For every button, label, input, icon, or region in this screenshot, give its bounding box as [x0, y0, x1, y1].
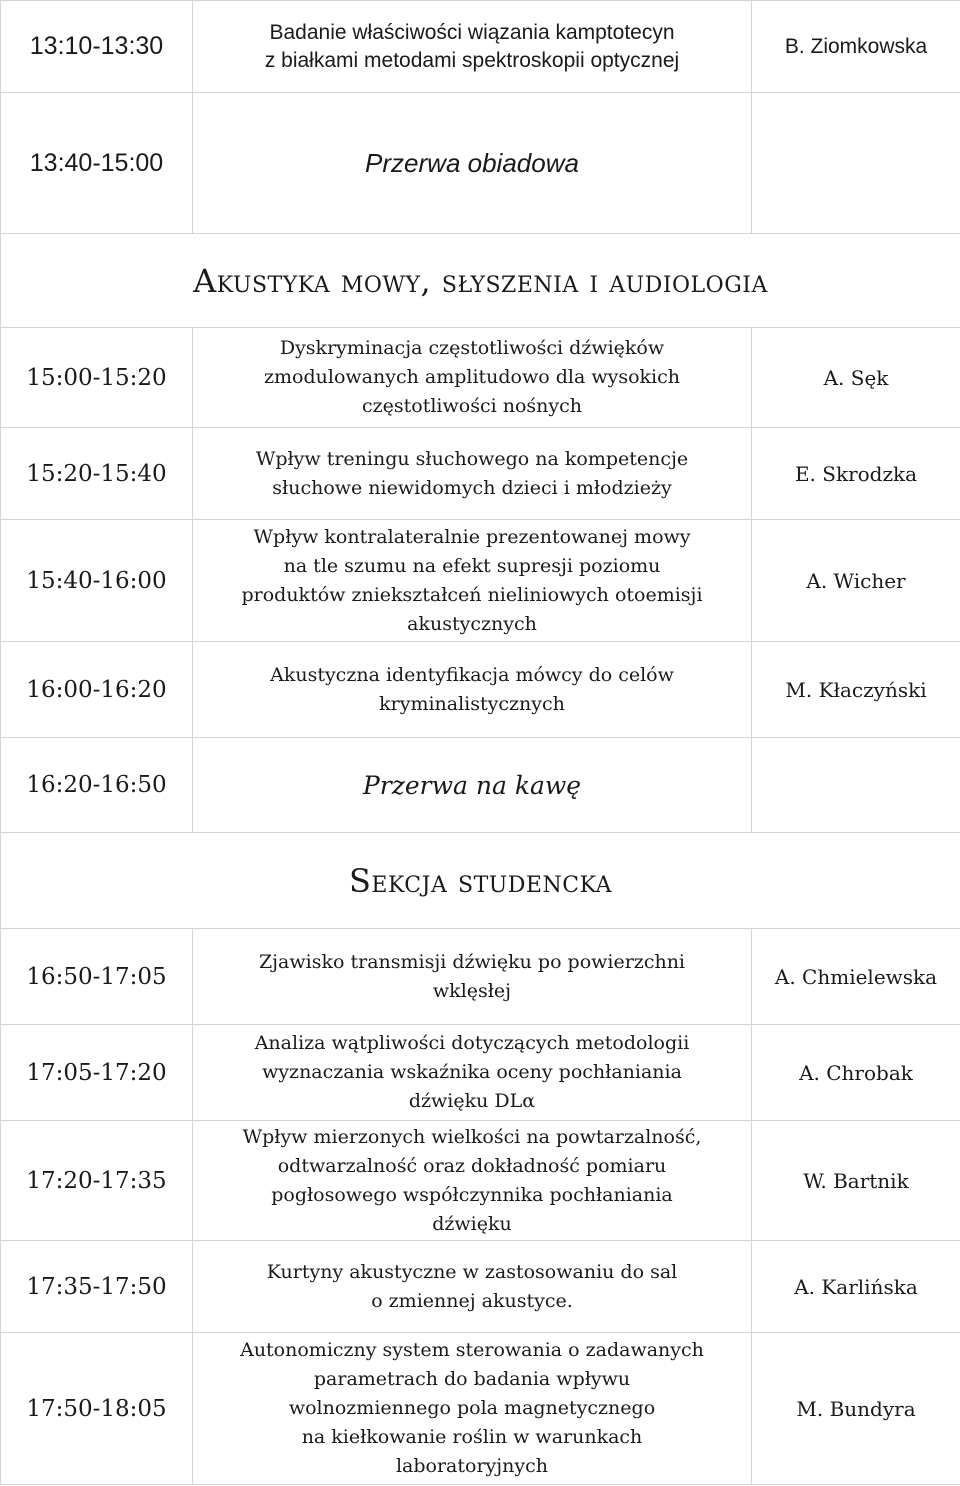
- talk-title: [193, 1121, 752, 1241]
- section-header-row: [1, 833, 960, 929]
- talk-author: M. Kłaczyński: [752, 642, 960, 738]
- schedule-row: [1, 1333, 960, 1485]
- title-line: akustycznych: [407, 612, 537, 635]
- talk-author: A. Chrobak: [752, 1025, 960, 1121]
- schedule-row: [1, 1025, 960, 1121]
- time-slot: 15:40-16:00: [1, 520, 193, 642]
- time-slot: 15:00-15:20: [1, 328, 193, 428]
- title-line: Kurtyny akustyczne w zastosowaniu do sal: [266, 1260, 678, 1283]
- talk-title: [193, 328, 752, 428]
- title-line: na tle szumu na efekt supresji poziomu: [283, 554, 661, 577]
- break-label: Przerwa obiadowa: [193, 93, 752, 234]
- title-line: Dyskryminacja częstotliwości dźwięków: [279, 337, 665, 359]
- title-line: Badanie właściwości wiązania kamptotecyn: [269, 20, 675, 44]
- talk-title: [193, 520, 752, 642]
- title-line: Wpływ kontralateralnie prezentowanej mowy: [253, 525, 691, 548]
- section-header-row: [1, 234, 960, 328]
- break-label: Przerwa na kawę: [193, 738, 752, 833]
- title-line: wklęsłej: [432, 979, 512, 1002]
- talk-author: E. Skrodzka: [752, 428, 960, 520]
- empty-cell: [752, 738, 960, 833]
- title-line: słuchowe niewidomych dzieci i młodzieży: [272, 476, 672, 499]
- time-slot: 17:20-17:35: [1, 1121, 193, 1241]
- talk-title: [193, 1, 752, 93]
- talk-title: [193, 642, 752, 738]
- schedule-row: [1, 1, 960, 93]
- time-slot: 16:00-16:20: [1, 642, 193, 738]
- time-slot: 16:50-17:05: [1, 929, 193, 1025]
- title-line: odtwarzalność oraz dokładność pomiaru: [277, 1154, 667, 1177]
- title-line: zmodulowanych amplitudowo dla wysokich: [264, 366, 680, 388]
- talk-title: [193, 1333, 752, 1485]
- talk-author: A. Karlińska: [752, 1241, 960, 1333]
- time-slot: 16:20-16:50: [1, 738, 193, 833]
- title-line: Autonomiczny system sterowania o zadawanych: [240, 1339, 704, 1361]
- title-line: wolnozmiennego pola magnetycznego: [288, 1397, 656, 1419]
- section-title: Akustyka mowy, słyszenia i audiologia: [1, 234, 960, 328]
- title-line: parametrach do badania wpływu: [313, 1368, 631, 1390]
- title-line: na kiełkowanie roślin w warunkach: [301, 1426, 643, 1448]
- talk-author: M. Bundyra: [752, 1333, 960, 1485]
- title-line: Wpływ mierzonych wielkości na powtarzalność,: [242, 1125, 702, 1148]
- title-line: kryminalistycznych: [379, 692, 565, 715]
- title-line: Wpływ treningu słuchowego na kompetencje: [255, 447, 689, 470]
- break-row: [1, 93, 960, 234]
- title-line: produktów zniekształceń nieliniowych otoemisji: [241, 583, 703, 606]
- schedule-row: [1, 428, 960, 520]
- title-line: o zmiennej akustyce.: [371, 1289, 573, 1312]
- talk-author: A. Chmielewska: [752, 929, 960, 1025]
- schedule-row: [1, 642, 960, 738]
- title-line: wyznaczania wskaźnika oceny pochłaniania: [262, 1061, 682, 1083]
- schedule-row: [1, 1121, 960, 1241]
- break-row: [1, 738, 960, 833]
- time-slot: 13:40-15:00: [1, 93, 193, 234]
- time-slot: 15:20-15:40: [1, 428, 193, 520]
- time-slot: 17:35-17:50: [1, 1241, 193, 1333]
- title-line: Analiza wątpliwości dotyczących metodologii: [254, 1032, 690, 1054]
- title-line: z białkami metodami spektroskopii optycznej: [264, 48, 680, 72]
- schedule-row: [1, 520, 960, 642]
- talk-title: [193, 929, 752, 1025]
- title-line: pogłosowego współczynnika pochłaniania: [271, 1183, 673, 1206]
- empty-cell: [752, 93, 960, 234]
- talk-author: A. Wicher: [752, 520, 960, 642]
- talk-author: B. Ziomkowska: [752, 1, 960, 93]
- talk-author: A. Sęk: [752, 328, 960, 428]
- schedule-row: [1, 1241, 960, 1333]
- talk-title: [193, 1025, 752, 1121]
- section-title: Sekcja studencka: [1, 833, 960, 929]
- time-slot: 17:50-18:05: [1, 1333, 193, 1485]
- talk-author: W. Bartnik: [752, 1121, 960, 1241]
- schedule-row: [1, 328, 960, 428]
- talk-title: [193, 1241, 752, 1333]
- time-slot: 17:05-17:20: [1, 1025, 193, 1121]
- schedule-row: [1, 929, 960, 1025]
- title-line: Akustyczna identyfikacja mówcy do celów: [270, 663, 674, 686]
- title-line: częstotliwości nośnych: [362, 395, 582, 417]
- title-line: laboratoryjnych: [395, 1455, 549, 1477]
- title-line: dźwięku: [432, 1212, 512, 1235]
- title-line: Zjawisko transmisji dźwięku po powierzchni: [258, 950, 686, 973]
- title-line: dźwięku DLα: [408, 1090, 536, 1112]
- talk-title: [193, 428, 752, 520]
- time-slot: 13:10-13:30: [1, 1, 193, 93]
